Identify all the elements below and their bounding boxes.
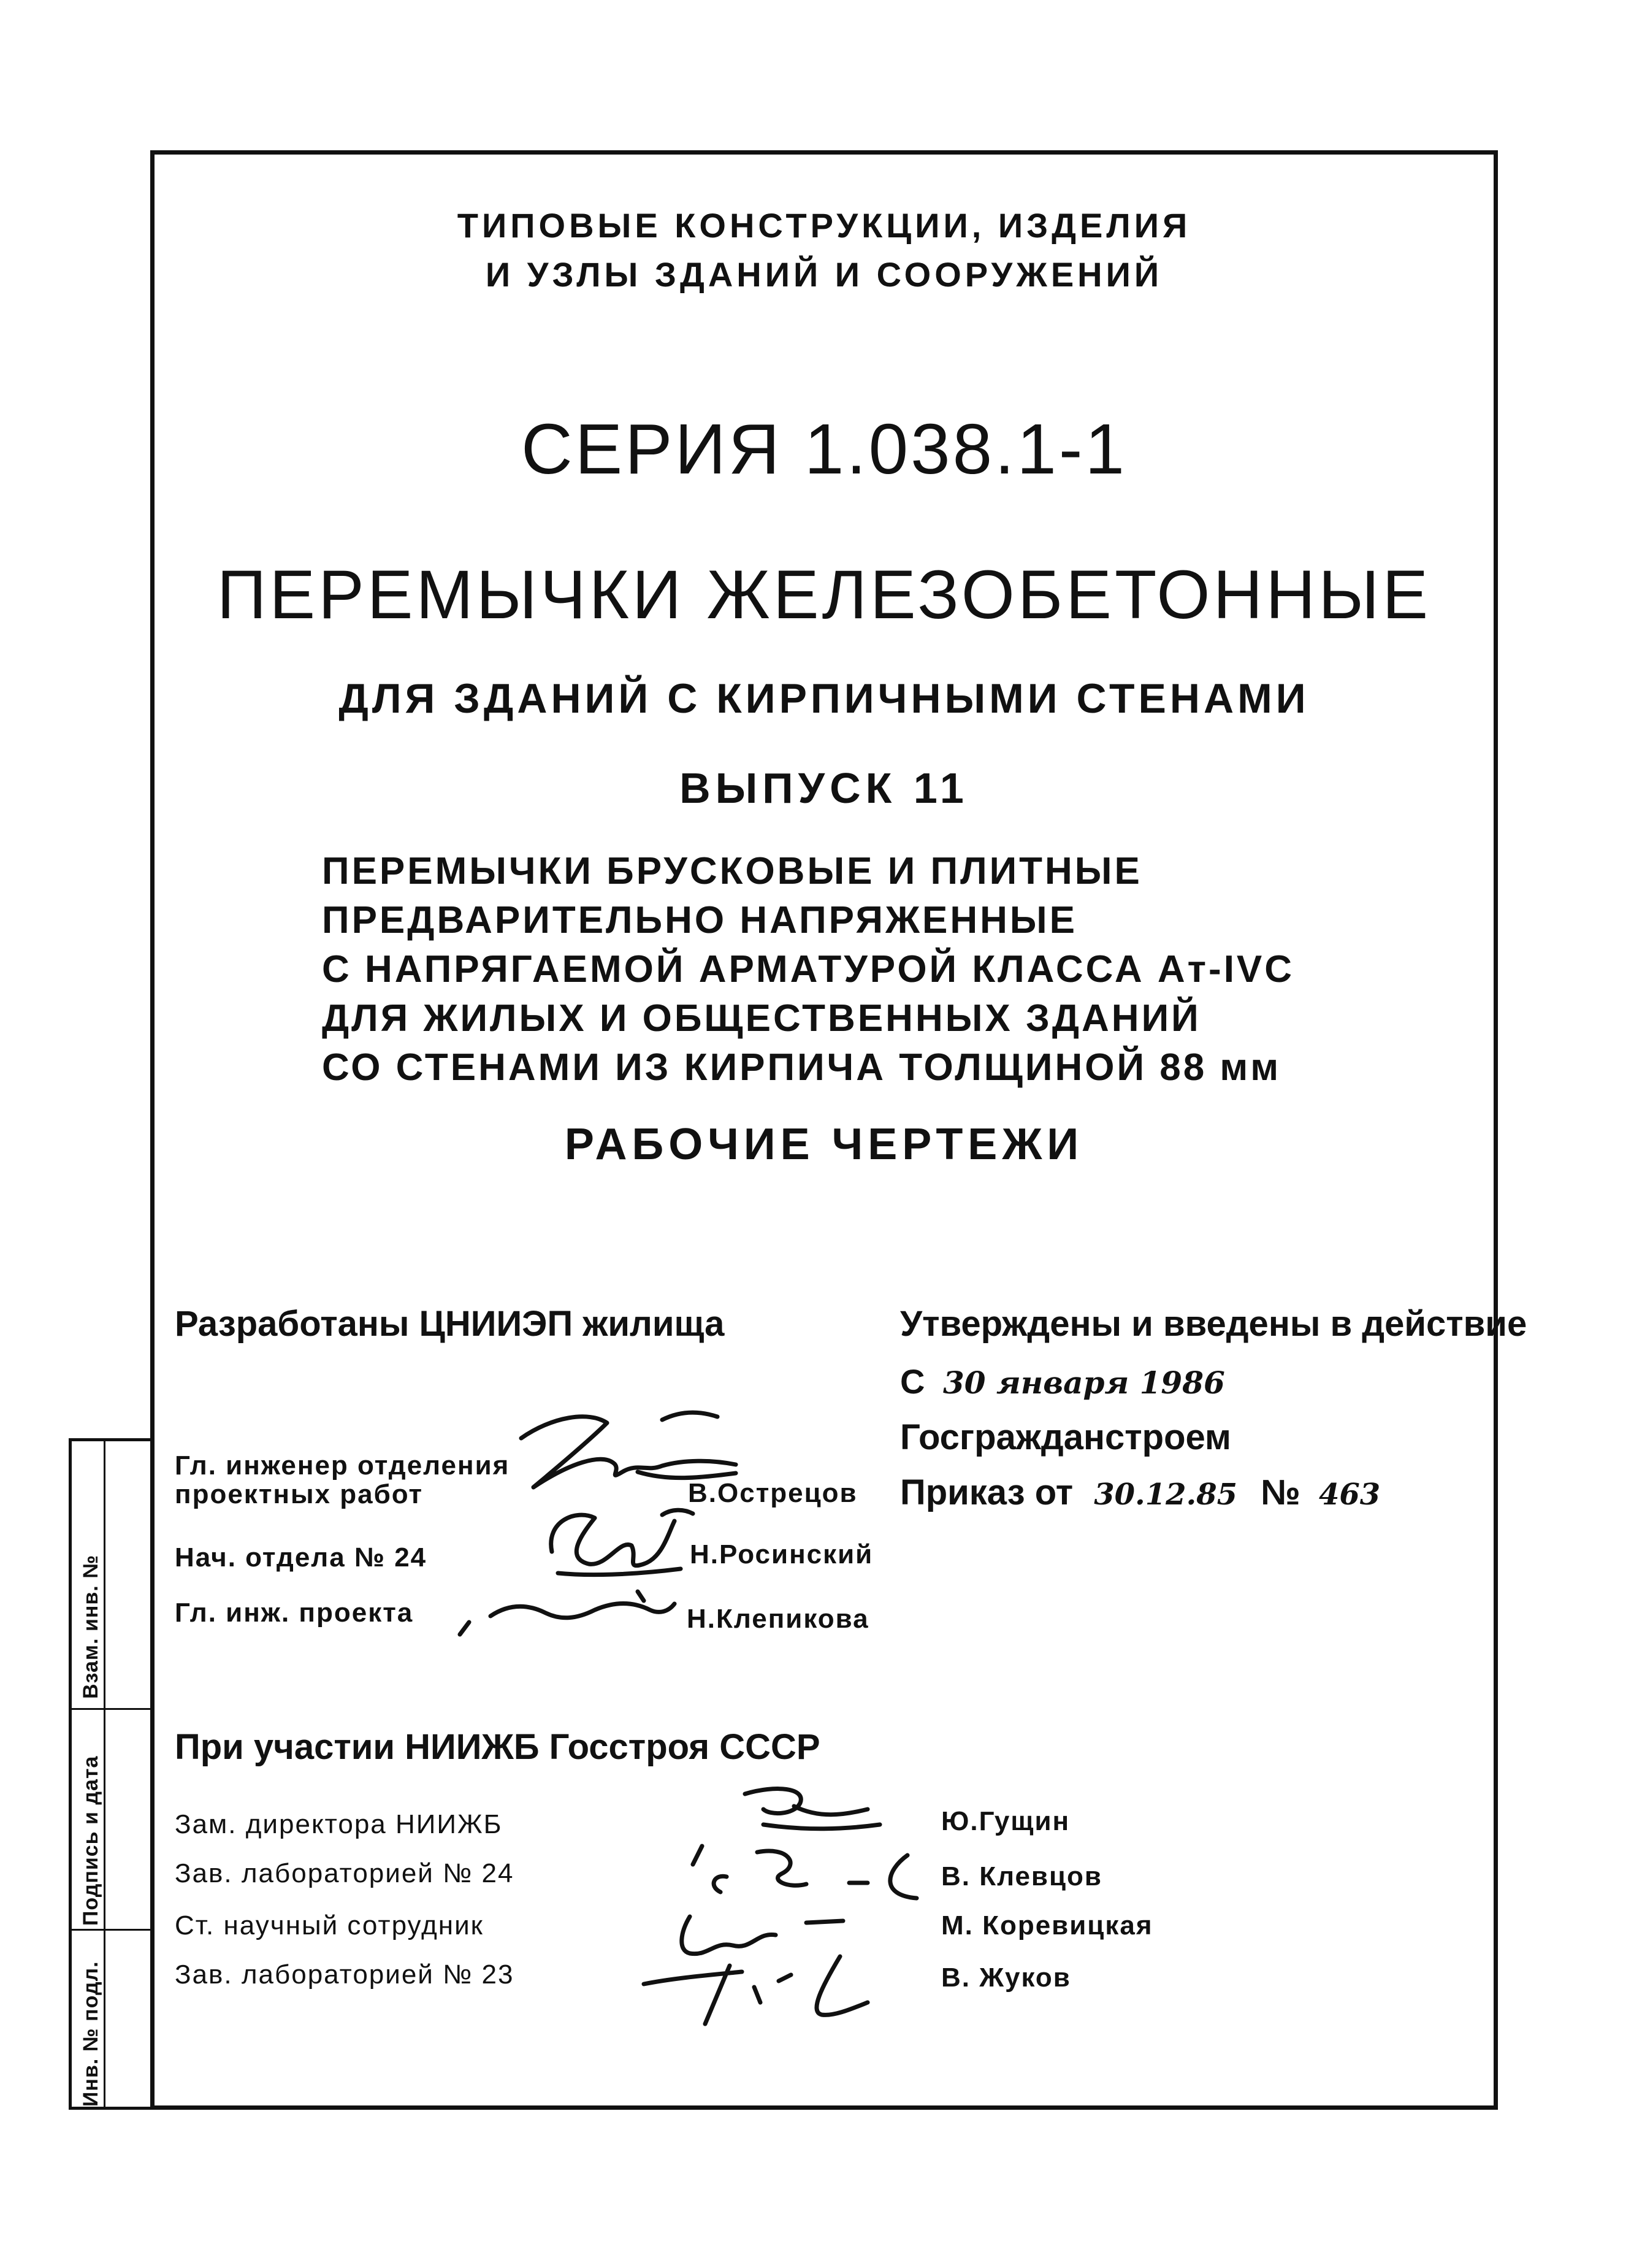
stamp-signature-date: Подпись и дата: [79, 1755, 102, 1926]
name-klepikova: Н.Клепикова: [687, 1604, 869, 1634]
header-line-2: И УЗЛЫ ЗДАНИЙ И СООРУЖЕНИЙ: [485, 255, 1163, 294]
role-chief-project-engineer: Гл. инж. проекта: [175, 1598, 414, 1628]
role-lab-head-24: Зав. лабораторией № 24: [175, 1858, 514, 1888]
approving-authority: Госгражданстроем: [900, 1417, 1231, 1457]
archive-stamp-column: [69, 1438, 150, 2110]
role-lab-head-23: Зав. лабораторией № 23: [175, 1960, 514, 1990]
order-prefix: Приказ от: [900, 1473, 1074, 1512]
participation-title: При участии НИИЖБ Госстроя СССР: [175, 1727, 820, 1767]
description-line: ПРЕДВАРИТЕЛЬНО НАПРЯЖЕННЫЕ: [322, 899, 1077, 941]
stamp-replacement-inv: Взам. инв. №: [79, 1554, 102, 1699]
issue-number: ВЫПУСК 11: [679, 764, 969, 812]
working-drawings-label: РАБОЧИЕ ЧЕРТЕЖИ: [564, 1120, 1084, 1169]
name-rosinsky: Н.Росинский: [690, 1539, 874, 1569]
name-zhukov: В. Жуков: [941, 1963, 1071, 1993]
stamp-inv-no: Инв. № подл.: [79, 1961, 102, 2107]
description-line: СО СТЕНАМИ ИЗ КИРПИЧА ТОЛЩИНОЙ 88 мм: [322, 1046, 1281, 1089]
signature-rosinsky: [540, 1496, 699, 1588]
description-line: ПЕРЕМЫЧКИ БРУСКОВЫЕ И ПЛИТНЫЕ: [322, 850, 1142, 892]
name-ostretsov: В.Острецов: [688, 1478, 858, 1508]
approved-date: 30 января 1986: [943, 1365, 1225, 1401]
order-date: 30.12.85: [1094, 1477, 1238, 1512]
name-klevtsov: В. Клевцов: [941, 1861, 1102, 1891]
stamp-divider: [104, 1441, 105, 2107]
description-line: С НАПРЯГАЕМОЙ АРМАТУРОЙ КЛАССА Aт-IVC: [322, 948, 1295, 990]
signature-klepikova: [454, 1576, 681, 1644]
document-subtitle: ДЛЯ ЗДАНИЙ С КИРПИЧНЫМИ СТЕНАМИ: [338, 675, 1310, 722]
signature-ostretsov: [515, 1404, 748, 1503]
name-gushchin: Ю.Гущин: [941, 1806, 1071, 1836]
developed-by: Разработаны ЦНИИЭП жилища: [175, 1304, 725, 1344]
signature-klevtsov: [665, 1840, 923, 1907]
order-no-label: №: [1261, 1473, 1300, 1512]
order-row: [900, 1472, 1380, 1513]
order-number: 463: [1318, 1477, 1381, 1512]
signature-gushchin: [720, 1782, 923, 1849]
series-number: СЕРИЯ 1.038.1-1: [521, 409, 1128, 489]
role-senior-researcher: Ст. научный сотрудник: [175, 1910, 484, 1940]
document-title: ПЕРЕМЫЧКИ ЖЕЛЕЗОБЕТОННЫЕ: [216, 556, 1432, 633]
role-chief-engineer: Гл. инженер отделения: [175, 1450, 510, 1481]
role-dept-head: Нач. отдела № 24: [175, 1542, 427, 1573]
description-line: ДЛЯ ЖИЛЫХ И ОБЩЕСТВЕННЫХ ЗДАНИЙ: [322, 997, 1201, 1040]
role-deputy-director: Зам. директора НИИЖБ: [175, 1809, 503, 1839]
role-chief-engineer-dept: проектных работ: [175, 1479, 424, 1509]
approved-date-row: [900, 1362, 1225, 1401]
approved-line: Утверждены и введены в действие: [900, 1304, 1527, 1344]
approved-prefix: С: [900, 1362, 925, 1401]
header-line-1: ТИПОВЫЕ КОНСТРУКЦИИ, ИЗДЕЛИЯ: [457, 206, 1191, 245]
stamp-labels: [75, 1441, 102, 2110]
name-korevitskaya: М. Коревицкая: [941, 1910, 1153, 1940]
signature-zhukov: [638, 1944, 907, 2030]
